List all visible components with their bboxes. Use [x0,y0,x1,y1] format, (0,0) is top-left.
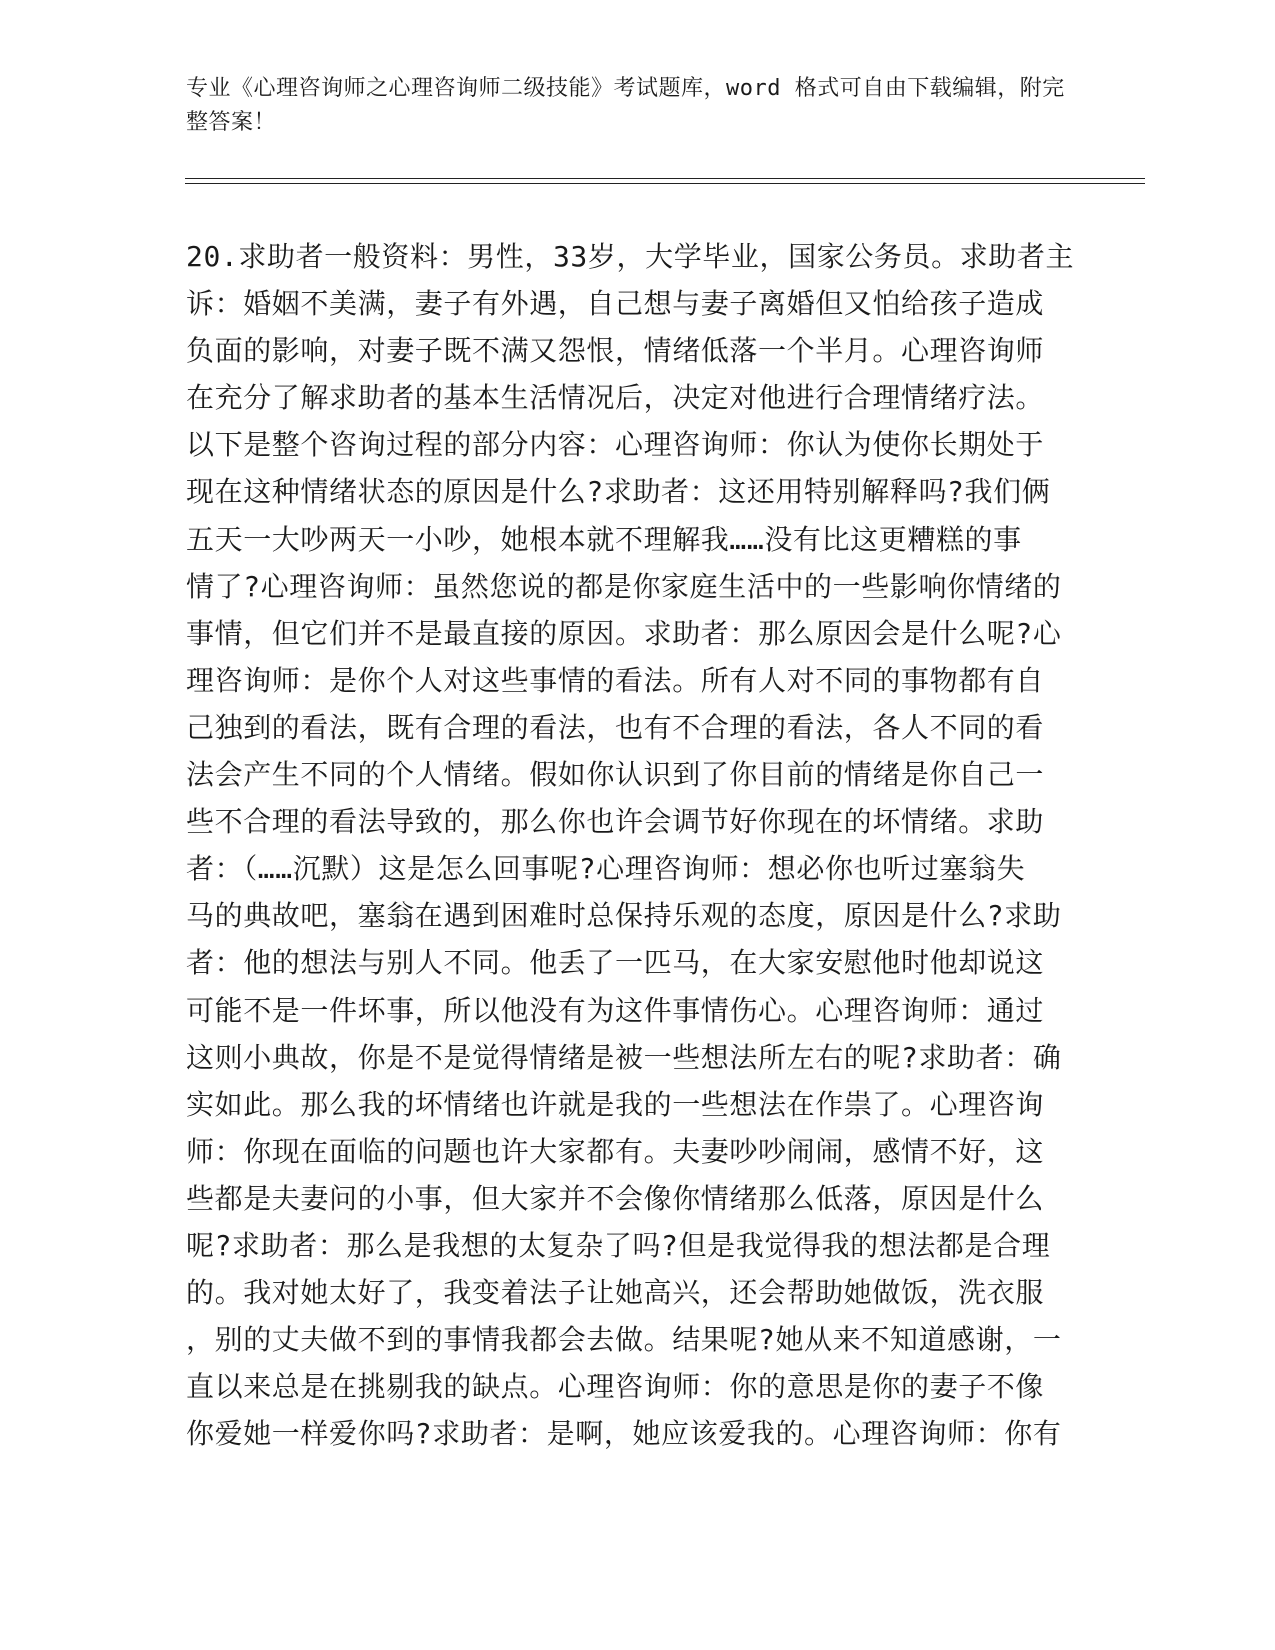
body-line: 直以来总是在挑剔我的缺点。心理咨询师：你的意思是你的妻子不像 [186,1370,1045,1404]
body-line: 可能不是一件坏事，所以他没有为这件事情伤心。心理咨询师：通过 [186,993,1045,1027]
header-divider-top [185,178,1145,179]
body-line: 者：他的想法与别人不同。他丢了一匹马，在大家安慰他时他却说这 [186,946,1045,980]
body-line: 理咨询师：是你个人对这些事情的看法。所有人对不同的事物都有自 [186,663,1045,697]
body-line: 现在这种情绪状态的原因是什么?求助者：这还用特别解释吗?我们俩 [186,475,1051,509]
body-line: 事情，但它们并不是最直接的原因。求助者：那么原因会是什么呢?心 [186,616,1062,650]
body-line: 者：（……沉默）这是怎么回事呢?心理咨询师：想必你也听过塞翁失 [186,852,1026,886]
body-line: ，别的丈夫做不到的事情我都会去做。结果呢?她从来不知道感谢，一 [186,1323,1062,1357]
body-line: 诉：婚姻不美满，妻子有外遇，自己想与妻子离婚但又怕给孩子造成 [186,287,1045,321]
body-line: 你爱她一样爱你吗?求助者：是啊，她应该爱我的。心理咨询师：你有 [186,1417,1062,1451]
body-line: 的。我对她太好了，我变着法子让她高兴，还会帮助她做饭，洗衣服 [186,1276,1045,1310]
body-line: 些都是夫妻问的小事，但大家并不会像你情绪那么低落，原因是什么 [186,1181,1045,1215]
body-line: 些不合理的看法导致的，那么你也许会调节好你现在的坏情绪。求助 [186,805,1045,839]
body-line: 以下是整个咨询过程的部分内容：心理咨询师：你认为使你长期处于 [186,428,1045,462]
body-line: 五天一大吵两天一小吵，她根本就不理解我……没有比这更糟糕的事 [186,522,1022,556]
header-note: 专业《心理咨询师之心理咨询师二级技能》考试题库，word 格式可自由下载编辑，附完整答案！ [186,76,1065,135]
body-line: 在充分了解求助者的基本生活情况后，决定对他进行合理情绪疗法。 [186,381,1045,415]
body-line: 20.求助者一般资料：男性，33岁，大学毕业，国家公务员。求助者主 [186,240,1075,273]
body-line: 己独到的看法，既有合理的看法，也有不合理的看法，各人不同的看 [186,710,1045,744]
question-body [186,233,1086,1457]
body-line: 实如此。那么我的坏情绪也许就是我的一些想法在作祟了。心理咨询 [186,1087,1045,1121]
body-line: 这则小典故，你是不是觉得情绪是被一些想法所左右的呢?求助者：确 [186,1040,1062,1074]
body-line: 情了?心理咨询师：虽然您说的都是你家庭生活中的一些影响你情绪的 [186,569,1062,603]
body-line: 师：你现在面临的问题也许大家都有。夫妻吵吵闹闹，感情不好，这 [186,1134,1045,1168]
header-divider-bottom [185,183,1145,184]
body-line: 呢?求助者：那么是我想的太复杂了吗?但是我觉得我的想法都是合理 [186,1228,1051,1262]
body-line: 负面的影响，对妻子既不满又怨恨，情绪低落一个半月。心理咨询师 [186,334,1045,368]
body-line: 马的典故吧，塞翁在遇到困难时总保持乐观的态度，原因是什么?求助 [186,899,1062,933]
body-line: 法会产生不同的个人情绪。假如你认识到了你目前的情绪是你自己一 [186,758,1045,792]
